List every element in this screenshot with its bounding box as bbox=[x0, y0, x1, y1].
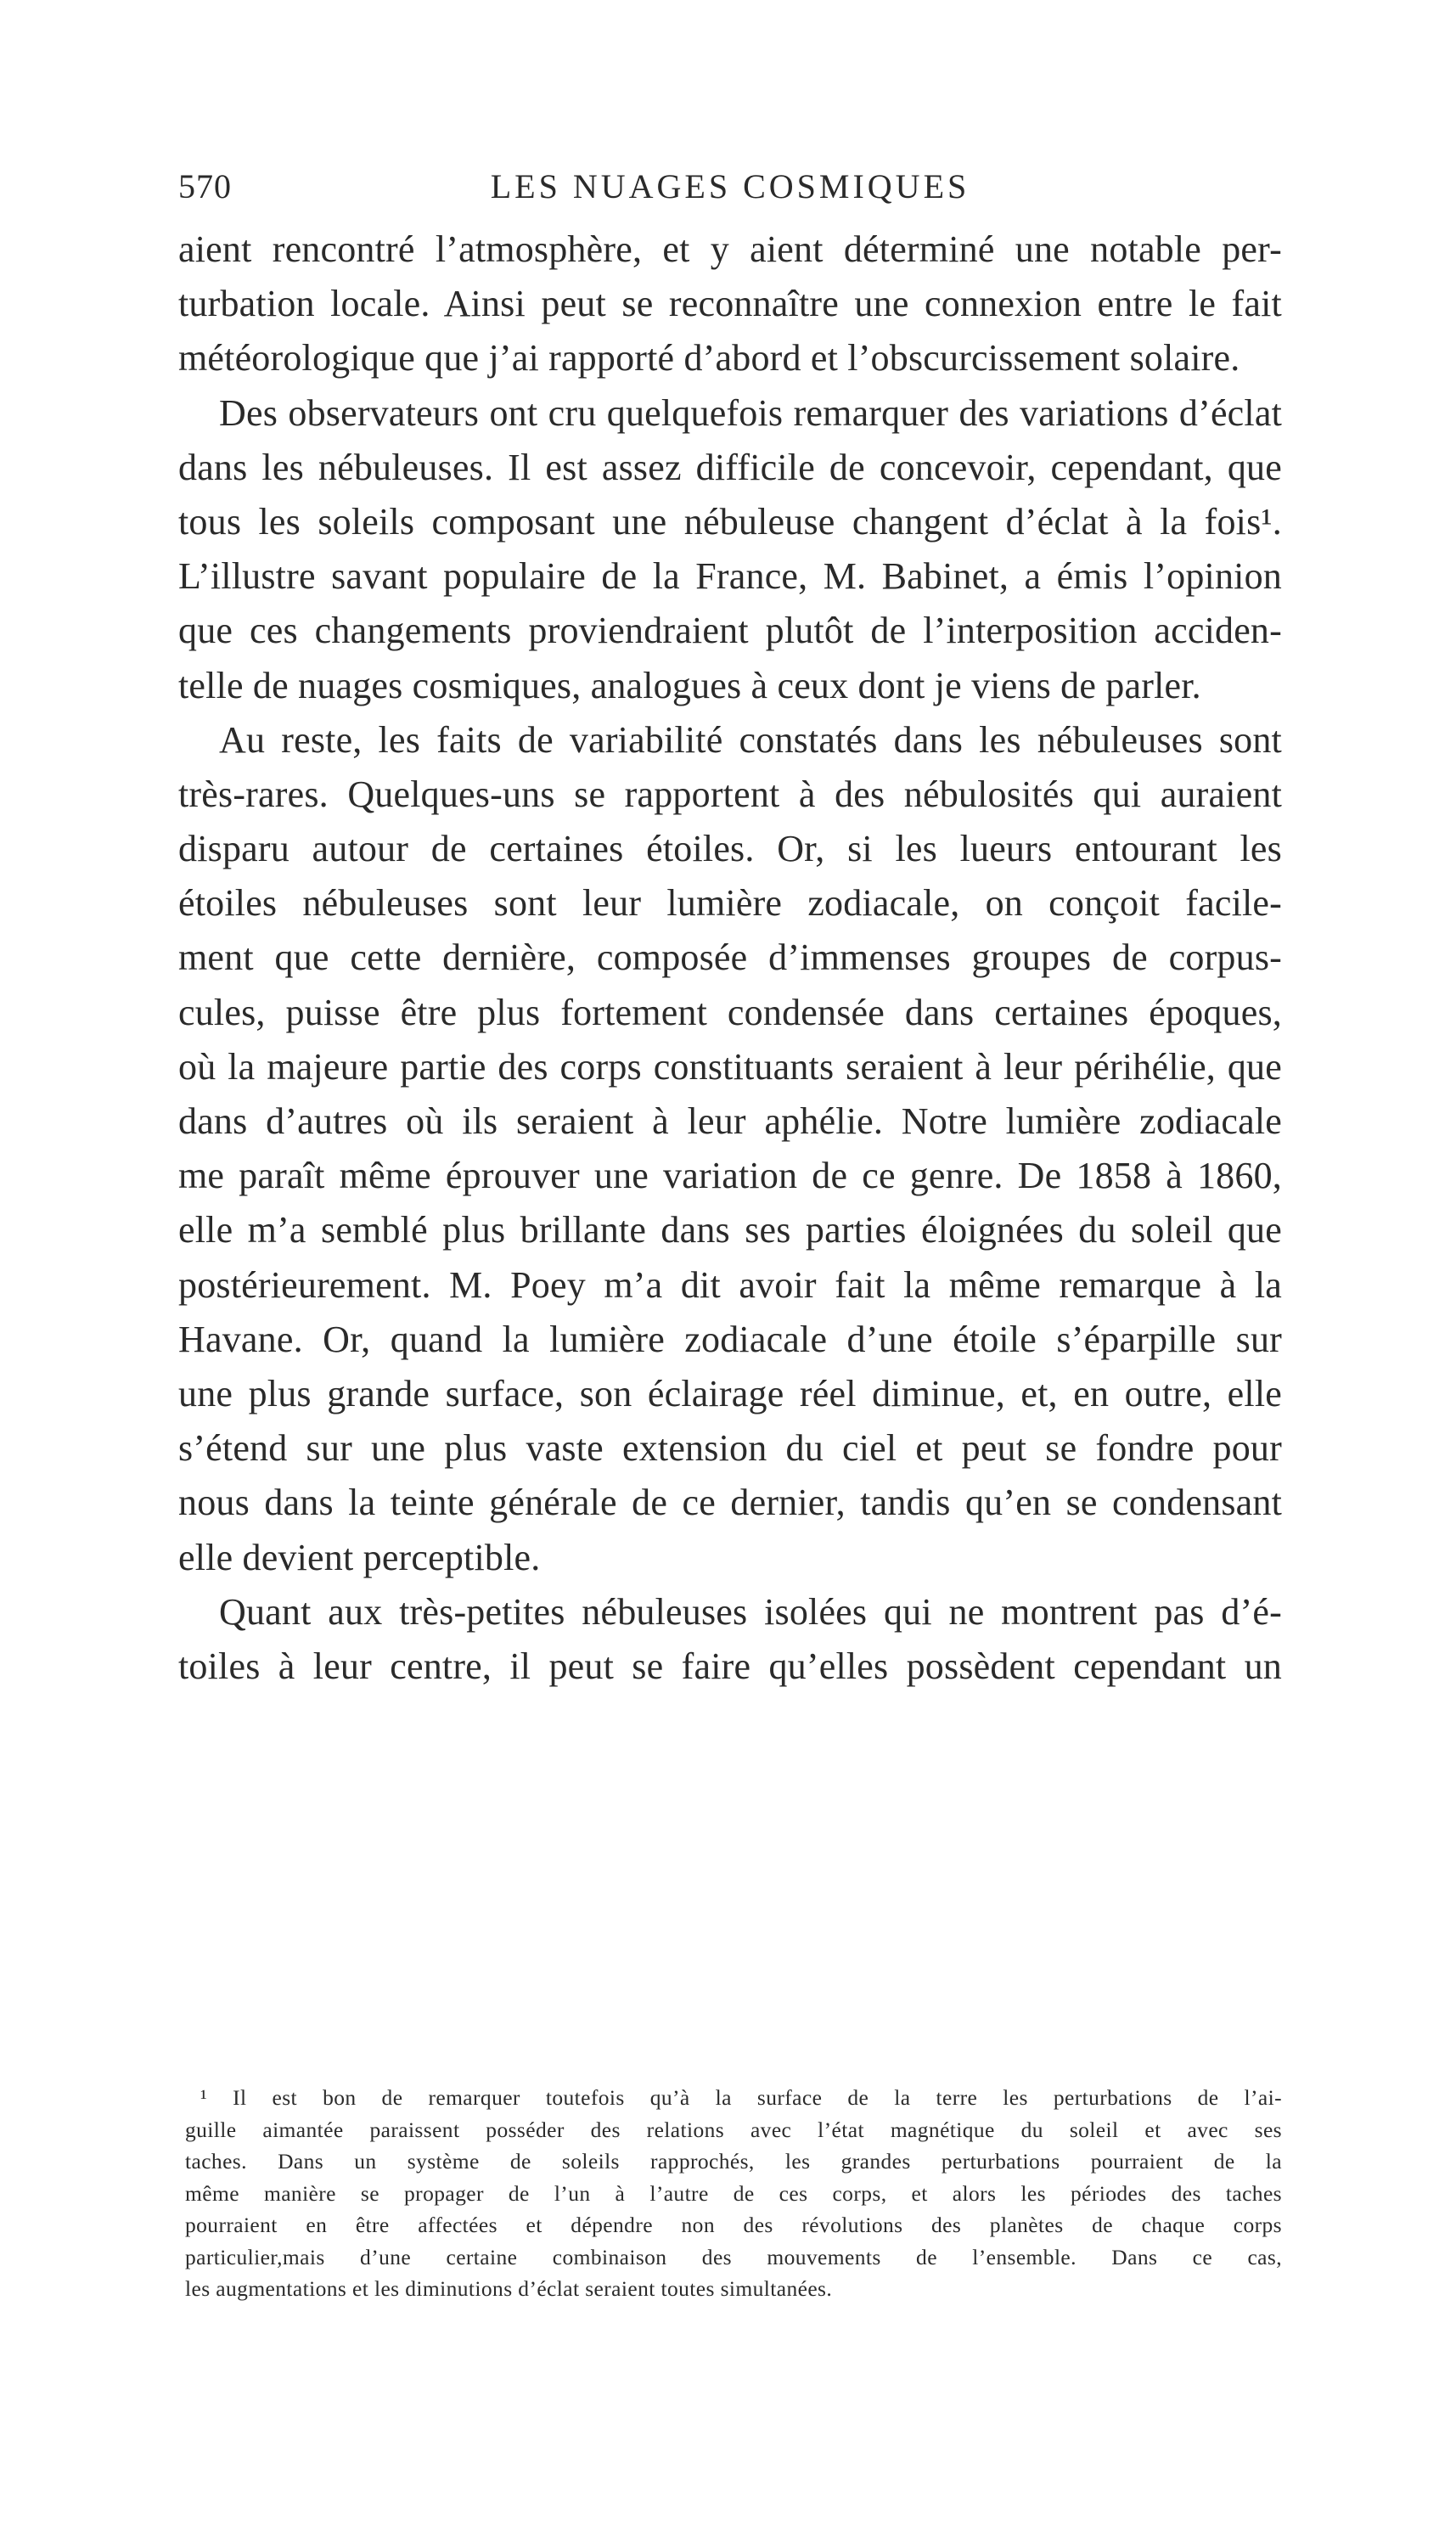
text-line: turbation locale. Ainsi peut se reconnaître une connexion entre le fait bbox=[178, 283, 1282, 325]
page-number: 570 bbox=[178, 167, 232, 205]
text-line: étoiles nébuleuses sont leur lumière zodiacale, on conçoit facile- bbox=[178, 882, 1282, 925]
text-line: Au reste, les faits de variabilité constatés dans les nébuleuses sont bbox=[219, 718, 1282, 761]
text-line: toiles à leur centre, il peut se faire qu’elles possèdent cependant un bbox=[178, 1645, 1282, 1687]
footnote-line: taches. Dans un système de soleils rapprochés, les grandes perturbations pourraient de la bbox=[185, 2149, 1282, 2174]
text-line: cules, puisse être plus fortement condensée dans certaines époques, bbox=[178, 991, 1282, 1033]
text-line: ment que cette dernière, composée d’immenses groupes de corpus- bbox=[178, 936, 1282, 979]
text-line: où la majeure partie des corps constituants seraient à leur périhélie, que bbox=[178, 1045, 1282, 1088]
text-line: dans les nébuleuses. Il est assez difficile de concevoir, cependant, que bbox=[178, 446, 1282, 488]
footnote-line: ¹ Il est bon de remarquer toutefois qu’à la surface de la terre les perturbations de l’ai- bbox=[200, 2085, 1282, 2110]
text-line: elle devient perceptible. bbox=[178, 1536, 541, 1578]
main-text bbox=[178, 222, 1282, 1694]
text-line: me paraît même éprouver une variation de ce genre. De 1858 à 1860, bbox=[178, 1155, 1282, 1197]
text-line: telle de nuages cosmiques, analogues à ceux dont je viens de parler. bbox=[178, 664, 1201, 706]
footnote-line: même manière se propager de l’un à l’autre de ces corps, et alors les périodes des taches bbox=[185, 2180, 1282, 2206]
text-line: une plus grande surface, son éclairage réel diminue, et, en outre, elle bbox=[178, 1372, 1282, 1414]
text-line: météorologique que j’ai rapporté d’abord et l’obscurcissement solaire. bbox=[178, 337, 1240, 380]
text-line: L’illustre savant populaire de la France, M. Babinet, a émis l’opinion bbox=[178, 555, 1282, 598]
running-title: LES NUAGES COSMIQUES bbox=[490, 167, 970, 205]
text-line: tous les soleils composant une nébuleuse changent d’éclat à la fois¹. bbox=[178, 500, 1282, 543]
footnote-line: les augmentations et les diminutions d’éclat seraient toutes simultanées. bbox=[185, 2276, 833, 2301]
text-line: disparu autour de certaines étoiles. Or, si les lueurs entourant les bbox=[178, 828, 1282, 870]
text-line: Des observateurs ont cru quelquefois remarquer des variations d’éclat bbox=[219, 391, 1282, 434]
text-line: que ces changements proviendraient plutôt de l’interposition acciden- bbox=[178, 610, 1282, 652]
footnote bbox=[185, 2082, 1282, 2305]
footnote-line: guille aimantée paraissent posséder des relations avec l’état magnétique du soleil et avec ses bbox=[185, 2117, 1282, 2142]
text-line: très-rares. Quelques-uns se rapportent à des nébulosités qui auraient bbox=[178, 773, 1282, 815]
text-line: dans d’autres où ils seraient à leur aphélie. Notre lumière zodiacale bbox=[178, 1100, 1282, 1142]
text-line: s’étend sur une plus vaste extension du ciel et peut se fondre pour bbox=[178, 1427, 1282, 1470]
text-line: aient rencontré l’atmosphère, et y aient déterminé une notable per- bbox=[178, 228, 1282, 270]
page-header bbox=[178, 166, 1282, 217]
text-line: postérieurement. M. Poey m’a dit avoir fait la même remarque à la bbox=[178, 1263, 1282, 1306]
footnote-line: particulier,mais d’une certaine combinaison des mouvements de l’ensemble. Dans ce cas, bbox=[185, 2244, 1282, 2269]
text-line: Havane. Or, quand la lumière zodiacale d’une étoile s’éparpille sur bbox=[178, 1318, 1282, 1360]
text-line: elle m’a semblé plus brillante dans ses parties éloignées du soleil que bbox=[178, 1209, 1282, 1251]
text-line: Quant aux très-petites nébuleuses isolées qui ne montrent pas d’é- bbox=[219, 1590, 1282, 1633]
text-line: nous dans la teinte générale de ce dernier, tandis qu’en se condensant bbox=[178, 1482, 1282, 1524]
footnote-line: pourraient en être affectées et dépendre non des révolutions des planètes de chaque corps bbox=[185, 2213, 1282, 2237]
